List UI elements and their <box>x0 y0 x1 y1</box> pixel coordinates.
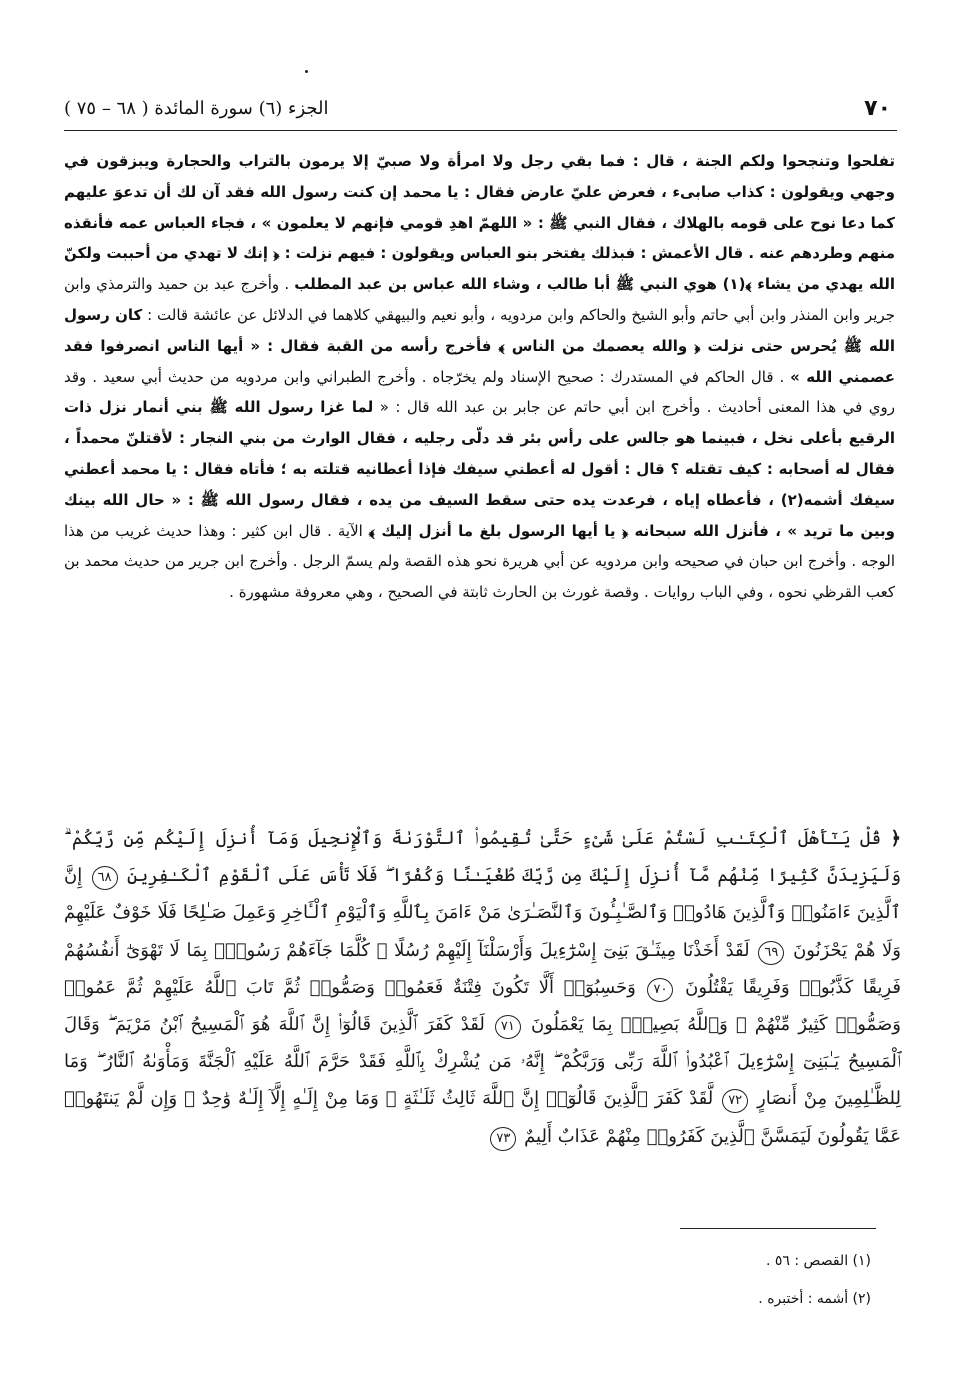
verse-number: ٦٨ <box>92 866 118 890</box>
footnote: (٢) أشمه : أختبره . <box>758 1291 871 1307</box>
verse-number: ٦٩ <box>758 941 784 965</box>
print-dot <box>305 70 308 73</box>
chapter-title: الجزء (٦) سورة المائدة ( ٦٨ – ٧٥ ) <box>64 97 329 119</box>
narration-text: . وأخرج عبد بن حميد والترمذي وابن جرير وابن المنذر وابن أبي حاتم وأبو الشيخ والحاكم وابن مردويه ، وأبو نعيم والبيهقي كلاهما في الدلائل عن عائشة قالت : <box>64 275 895 324</box>
commentary-paragraph <box>64 146 895 608</box>
verse-text: لَّقَدْ كَفَرَ ٱلَّذِينَ قَالُوٓا۟ إِنَّ ٱللَّهَ ثَالِثُ ثَلَـٰثَةٍ ۘ وَمَا مِنْ إِلَـٰهٍ إِلَّآ إِلَـٰهٌ وَٰحِدٌ ۚ وَإِن لَّمْ يَنتَهُوا۟ عَمَّا يَقُولُونَ لَيَمَسَّنَّ ٱلَّذِينَ كَفَرُوا۟ مِنْهُمْ عَذَابٌ أَلِيمٌ <box>64 1088 901 1147</box>
verse-text: لَقَدْ أَخَذْنَا مِيثَـٰقَ بَنِىٓ إِسْرَٰٓءِيلَ وَأَرْسَلْنَآ إِلَيْهِمْ رُسُلًا ۖ كُلَّمَا جَآءَهُمْ رَسُولٌۢ بِمَا لَا تَهْوَىٰٓ أَنفُسُهُمْ فَرِيقًا كَذَّبُوا۟ وَفَرِيقًا يَقْتُلُونَ <box>64 939 901 998</box>
footnote: (١) القصص : ٥٦ . <box>765 1253 871 1269</box>
verse-text: إِنَّ ٱلَّذِينَ ءَامَنُوا۟ وَٱلَّذِينَ هَادُوا۟ وَٱلصَّـٰبِـُٔونَ وَٱلنَّصَـٰرَىٰ مَنْ ءَامَنَ بِٱللَّهِ وَٱلْيَوْمِ ٱلْـَٔاخِرِ وَعَمِلَ صَـٰلِحًا فَلَا خَوْفٌ عَلَيْهِمْ وَلَا هُمْ يَحْزَنُونَ <box>64 865 901 961</box>
verse-text: قُلْ يَـٰٓأَهْلَ ٱلْكِتَـٰبِ لَسْتُمْ عَلَىٰ شَىْءٍ حَتَّىٰ تُقِيمُوا۟ ٱلتَّوْرَىٰةَ وَٱلْإِنجِيلَ وَمَآ أُنزِلَ إِلَيْكُم مِّن رَّبِّكُمْ ۗ وَلَيَزِيدَنَّ كَثِيرًا مِّنْهُم مَّآ أُنزِلَ إِلَيْكَ مِن رَّبِّكَ طُغْيَـٰنًا وَكُفْرًا ۖ فَلَا تَأْسَ عَلَى ٱلْقَوْمِ ٱلْكَـٰفِرِينَ <box>64 828 901 887</box>
verse-text: وَحَسِبُوٓا۟ أَلَّا تَكُونَ فِتْنَةٌ فَعَمُوا۟ وَصَمُّوا۟ ثُمَّ تَابَ ٱللَّهُ عَلَيْهِمْ ثُمَّ عَمُوا۟ وَصَمُّوا۟ كَثِيرٌ مِّنْهُمْ ۚ وَٱللَّهُ بَصِيرٌۢ بِمَا يَعْمَلُونَ <box>64 976 901 1036</box>
hadith-text: تفلحوا وتنجحوا ولكم الجنة ، قال : فما بقي رجل ولا امرأة ولا صبيّ إلا يرمون بالتراب والحجارة ويبزقون في وجهي ويقولون : كذاب صابىء ، فعرض عليّ عارض فقال : يا محمد إن كنت رسول الله فقد آن لك أن تدعوَ عليهم كما دعا نوح على قومه بالهلاك ، فقال النبي ﷺ : « اللهمّ اهدِ قومي فإنهم لا يعلمون » ، فجاء العباس عمه فأنقذه منهم وطردهم عنه . قال الأعمش : فبذلك يفتخر بنو العباس ويقولون : فيهم نزلت : ﴿ إنك لا تهدي من أحببت ولكنّ الله يهدي من يشاء ﴾(١) هوي النبي ﷺ أبا طالب ، وشاء الله عباس بن عبد المطلب <box>64 152 895 294</box>
header-divider <box>64 130 897 131</box>
hadith-text: كان رسول الله ﷺ يُحرس حتى نزلت ﴿ والله يعصمك من الناس ﴾ فأخرج رأسه من القبة فقال : « أيها الناس انصرفوا فقد عصمني الله » <box>64 305 895 386</box>
footnotes <box>758 1242 871 1318</box>
running-header <box>64 92 891 124</box>
verse-number: ٧١ <box>495 1015 521 1039</box>
page-number: ٧٠ <box>864 95 891 121</box>
verse-text: لَقَدْ كَفَرَ ٱلَّذِينَ قَالُوٓا۟ إِنَّ ٱللَّهَ هُوَ ٱلْمَسِيحُ ٱبْنُ مَرْيَمَ ۖ وَقَالَ ٱلْمَسِيحُ يَـٰبَنِىٓ إِسْرَٰٓءِيلَ ٱعْبُدُوا۟ ٱللَّهَ رَبِّى وَرَبَّكُمْ ۖ إِنَّهُۥ مَن يُشْرِكْ بِٱللَّهِ فَقَدْ حَرَّمَ ٱللَّهُ عَلَيْهِ ٱلْجَنَّةَ وَمَأْوَىٰهُ ٱلنَّارُ ۖ وَمَا لِلظَّـٰلِمِينَ مِنْ أَنصَارٍ <box>64 1014 901 1110</box>
footnote-divider <box>680 1228 876 1229</box>
quran-verses <box>64 820 901 1155</box>
verse-number: ٧٠ <box>647 978 673 1002</box>
narration-text: . قال الحاكم في المستدرك : صحيح الإسناد ولم يخرّجاه . وأخرج الطبراني وابن مردويه من حديث أبي سعيد . وقد روي في هذا المعنى أحاديث . وأخرج ابن أبي حاتم عن جابر بن عبد الله قال : « <box>64 367 895 417</box>
narration-text: الآية . قال ابن كثير : وهذا حديث غريب من هذا الوجه . وأخرج ابن حبان في صحيحه وابن مردويه عن أبي هريرة نحو هذه القصة ولم يسمّ الرجل . وأخرج ابن جرير من حديث محمد بن كعب القرظي نحوه ، وفي الباب روايات . وقصة غورث بن الحارث ثابتة في الصحيح ، وهي معروفة مشهورة . <box>64 521 895 602</box>
ornate-bracket: ﴿ <box>890 828 901 849</box>
commentary-text <box>64 146 895 608</box>
verse-number: ٧٣ <box>490 1127 516 1151</box>
hadith-text: لما غزا رسول الله ﷺ بني أنمار نزل ذات الرقيع بأعلى نخل ، فبينما هو جالس على رأس بئر قد دلّى رجليه ، فقال الوارث من بني النجار : لأقتلنّ محمداً ، فقال له أصحابه : كيف تقتله ؟ قال : أقول له أعطني سيفك فإذا أعطانيه قتلته به ؛ فأتاه فقال : يا محمد أعطني سيفك أشمه(٢) ، فأعطاه إياه ، فرعدت يده حتى سقط السيف من يده ، فقال رسول الله ﷺ : « حال الله بينك وبين ما تريد » ، فأنزل الله سبحانه ﴿ يا أيها الرسول بلغ ما أنزل إليك ﴾ <box>64 398 895 540</box>
verse-number: ٧٢ <box>722 1089 748 1113</box>
